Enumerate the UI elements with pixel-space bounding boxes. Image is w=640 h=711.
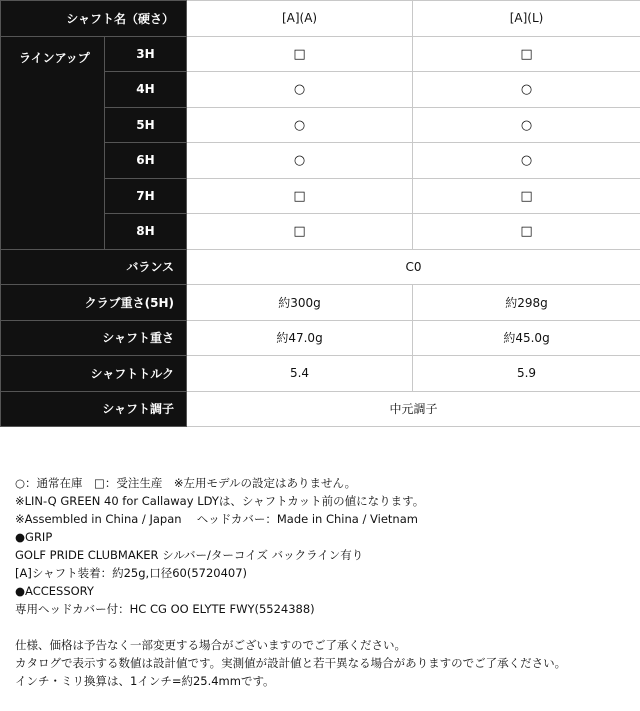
note-line: ※LIN-Q GREEN 40 for Callaway LDYは、シャフトカット前の値になります。 xyxy=(15,494,425,508)
note-line: ○：通常在庫 □：受注生産 ※左用モデルの設定はありません。 xyxy=(15,476,357,490)
club-weight-a: 約300g xyxy=(187,285,413,321)
lineup-model: 7H xyxy=(105,178,187,214)
spec-notes xyxy=(15,474,635,690)
shaft-weight-a: 約47.0g xyxy=(187,320,413,356)
disclaimer-line: インチ・ミリ換算は、1インチ=約25.4mmです。 xyxy=(15,674,275,688)
availability-mark: □ xyxy=(520,188,533,204)
lineup-model: 6H xyxy=(105,143,187,179)
balance-row xyxy=(1,249,640,285)
column-header-l: [A](L) xyxy=(413,1,640,37)
note-line: 専用ヘッドカバー付：HC CG OO ELYTE FWY(5524388) xyxy=(15,602,315,616)
availability-mark: ○ xyxy=(293,117,306,133)
availability-mark: ○ xyxy=(520,117,533,133)
disclaimer-line: 仕様、価格は予告なく一部変更する場合がございますのでご了承ください。 xyxy=(15,638,406,652)
shaft-torque-row xyxy=(1,356,640,392)
availability-mark: ○ xyxy=(293,153,306,169)
availability-mark: □ xyxy=(293,224,306,240)
availability-mark: □ xyxy=(293,188,306,204)
disclaimer-line: カタログで表示する数値は設計値です。実測値が設計値と若干異なる場合がありますのでご了承ください。 xyxy=(15,656,567,670)
lineup-model: 3H xyxy=(105,36,187,72)
availability-mark: □ xyxy=(520,46,533,62)
shaft-name-header: シャフト名（硬さ） xyxy=(1,1,187,37)
availability-mark: ○ xyxy=(520,153,533,169)
note-line: ●ACCESSORY xyxy=(15,584,94,598)
lineup-model: 4H xyxy=(105,72,187,108)
note-line: GOLF PRIDE CLUBMAKER シルバー/ターコイズ バックライン有り xyxy=(15,548,364,562)
shaft-kick-row xyxy=(1,391,640,427)
shaft-torque-label: シャフトトルク xyxy=(1,356,187,392)
club-weight-label: クラブ重さ(5H) xyxy=(1,285,187,321)
lineup-row xyxy=(1,36,640,72)
shaft-weight-l: 約45.0g xyxy=(413,320,640,356)
lineup-label: ラインアップ xyxy=(1,36,105,249)
note-line: [A]シャフト装着：約25g,口径60(5720407) xyxy=(15,566,248,580)
availability-mark: □ xyxy=(520,224,533,240)
header-row xyxy=(1,1,640,37)
note-line: ※Assembled in China / Japan ヘッドカバー：Made in China / Vietnam xyxy=(15,512,418,526)
balance-label: バランス xyxy=(1,249,187,285)
lineup-model: 8H xyxy=(105,214,187,250)
shaft-weight-row xyxy=(1,320,640,356)
availability-mark: □ xyxy=(293,46,306,62)
club-weight-l: 約298g xyxy=(413,285,640,321)
column-header-a: [A](A) xyxy=(187,1,413,37)
availability-mark: ○ xyxy=(520,82,533,98)
balance-value: C0 xyxy=(187,249,640,285)
shaft-weight-label: シャフト重さ xyxy=(1,320,187,356)
lineup-model: 5H xyxy=(105,107,187,143)
shaft-kick-label: シャフト調子 xyxy=(1,391,187,427)
shaft-torque-a: 5.4 xyxy=(187,356,413,392)
note-line: ●GRIP xyxy=(15,530,53,544)
club-weight-row xyxy=(1,285,640,321)
shaft-torque-l: 5.9 xyxy=(413,356,640,392)
shaft-kick-value: 中元調子 xyxy=(187,391,640,427)
availability-mark: ○ xyxy=(293,82,306,98)
